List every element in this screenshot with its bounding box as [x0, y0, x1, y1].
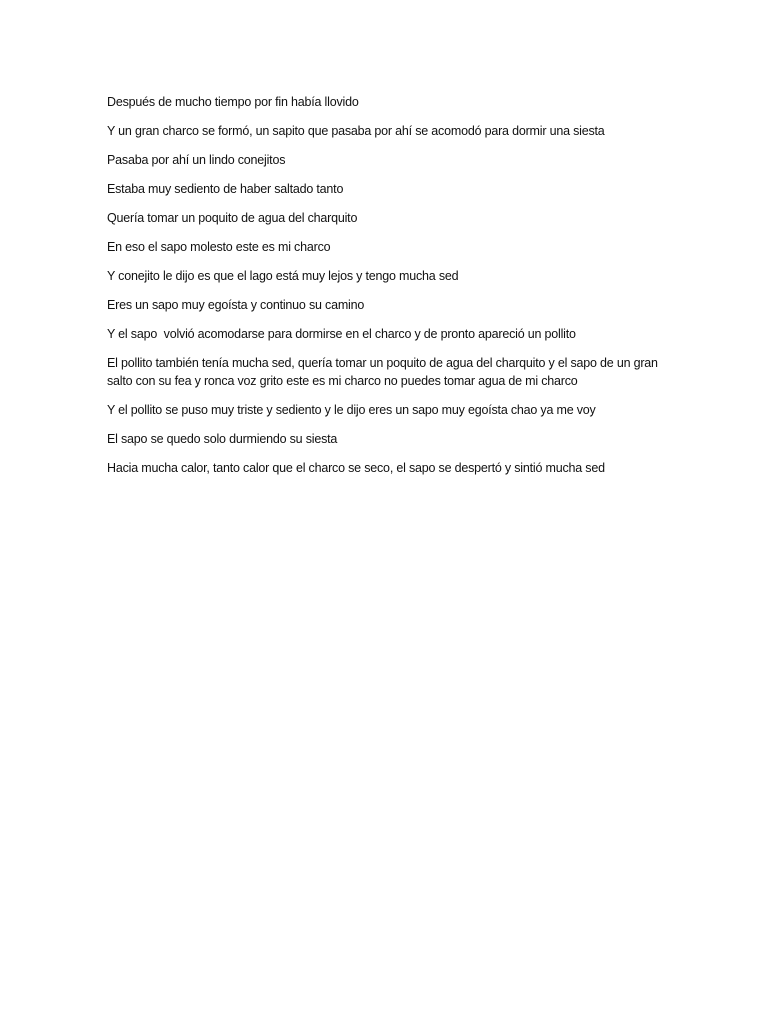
paragraph-7: Y conejito le dijo es que el lago está muy lejos y tengo mucha sed	[107, 269, 459, 283]
paragraph-10: El pollito también tenía mucha sed, quería tomar un poquito de agua del charquito y el sapo de un gran salto con su fea y ronca voz grito este es mi charco no puedes tomar agua de mi charco	[107, 356, 658, 388]
paragraph-11: Y el pollito se puso muy triste y sediento y le dijo eres un sapo muy egoísta chao ya me voy	[107, 403, 596, 417]
paragraph-12: El sapo se quedo solo durmiendo su siesta	[107, 432, 338, 446]
paragraph-1: Después de mucho tiempo por fin había llovido	[107, 95, 359, 109]
paragraph-3: Pasaba por ahí un lindo conejitos	[107, 153, 286, 167]
paragraph-8: Eres un sapo muy egoísta y continuo su camino	[107, 298, 365, 312]
paragraph-2: Y un gran charco se formó, un sapito que pasaba por ahí se acomodó para dormir una siesta	[107, 124, 605, 138]
paragraph-5: Quería tomar un poquito de agua del charquito	[107, 211, 358, 225]
story-text	[107, 93, 667, 488]
paragraph-9: Y el sapo volvió acomodarse para dormirse en el charco y de pronto apareció un pollito	[107, 327, 576, 341]
paragraph-4: Estaba muy sediento de haber saltado tanto	[107, 182, 344, 196]
paragraph-13: Hacia mucha calor, tanto calor que el charco se seco, el sapo se despertó y sintió mucha sed	[107, 461, 605, 475]
paragraph-6: En eso el sapo molesto este es mi charco	[107, 240, 331, 254]
